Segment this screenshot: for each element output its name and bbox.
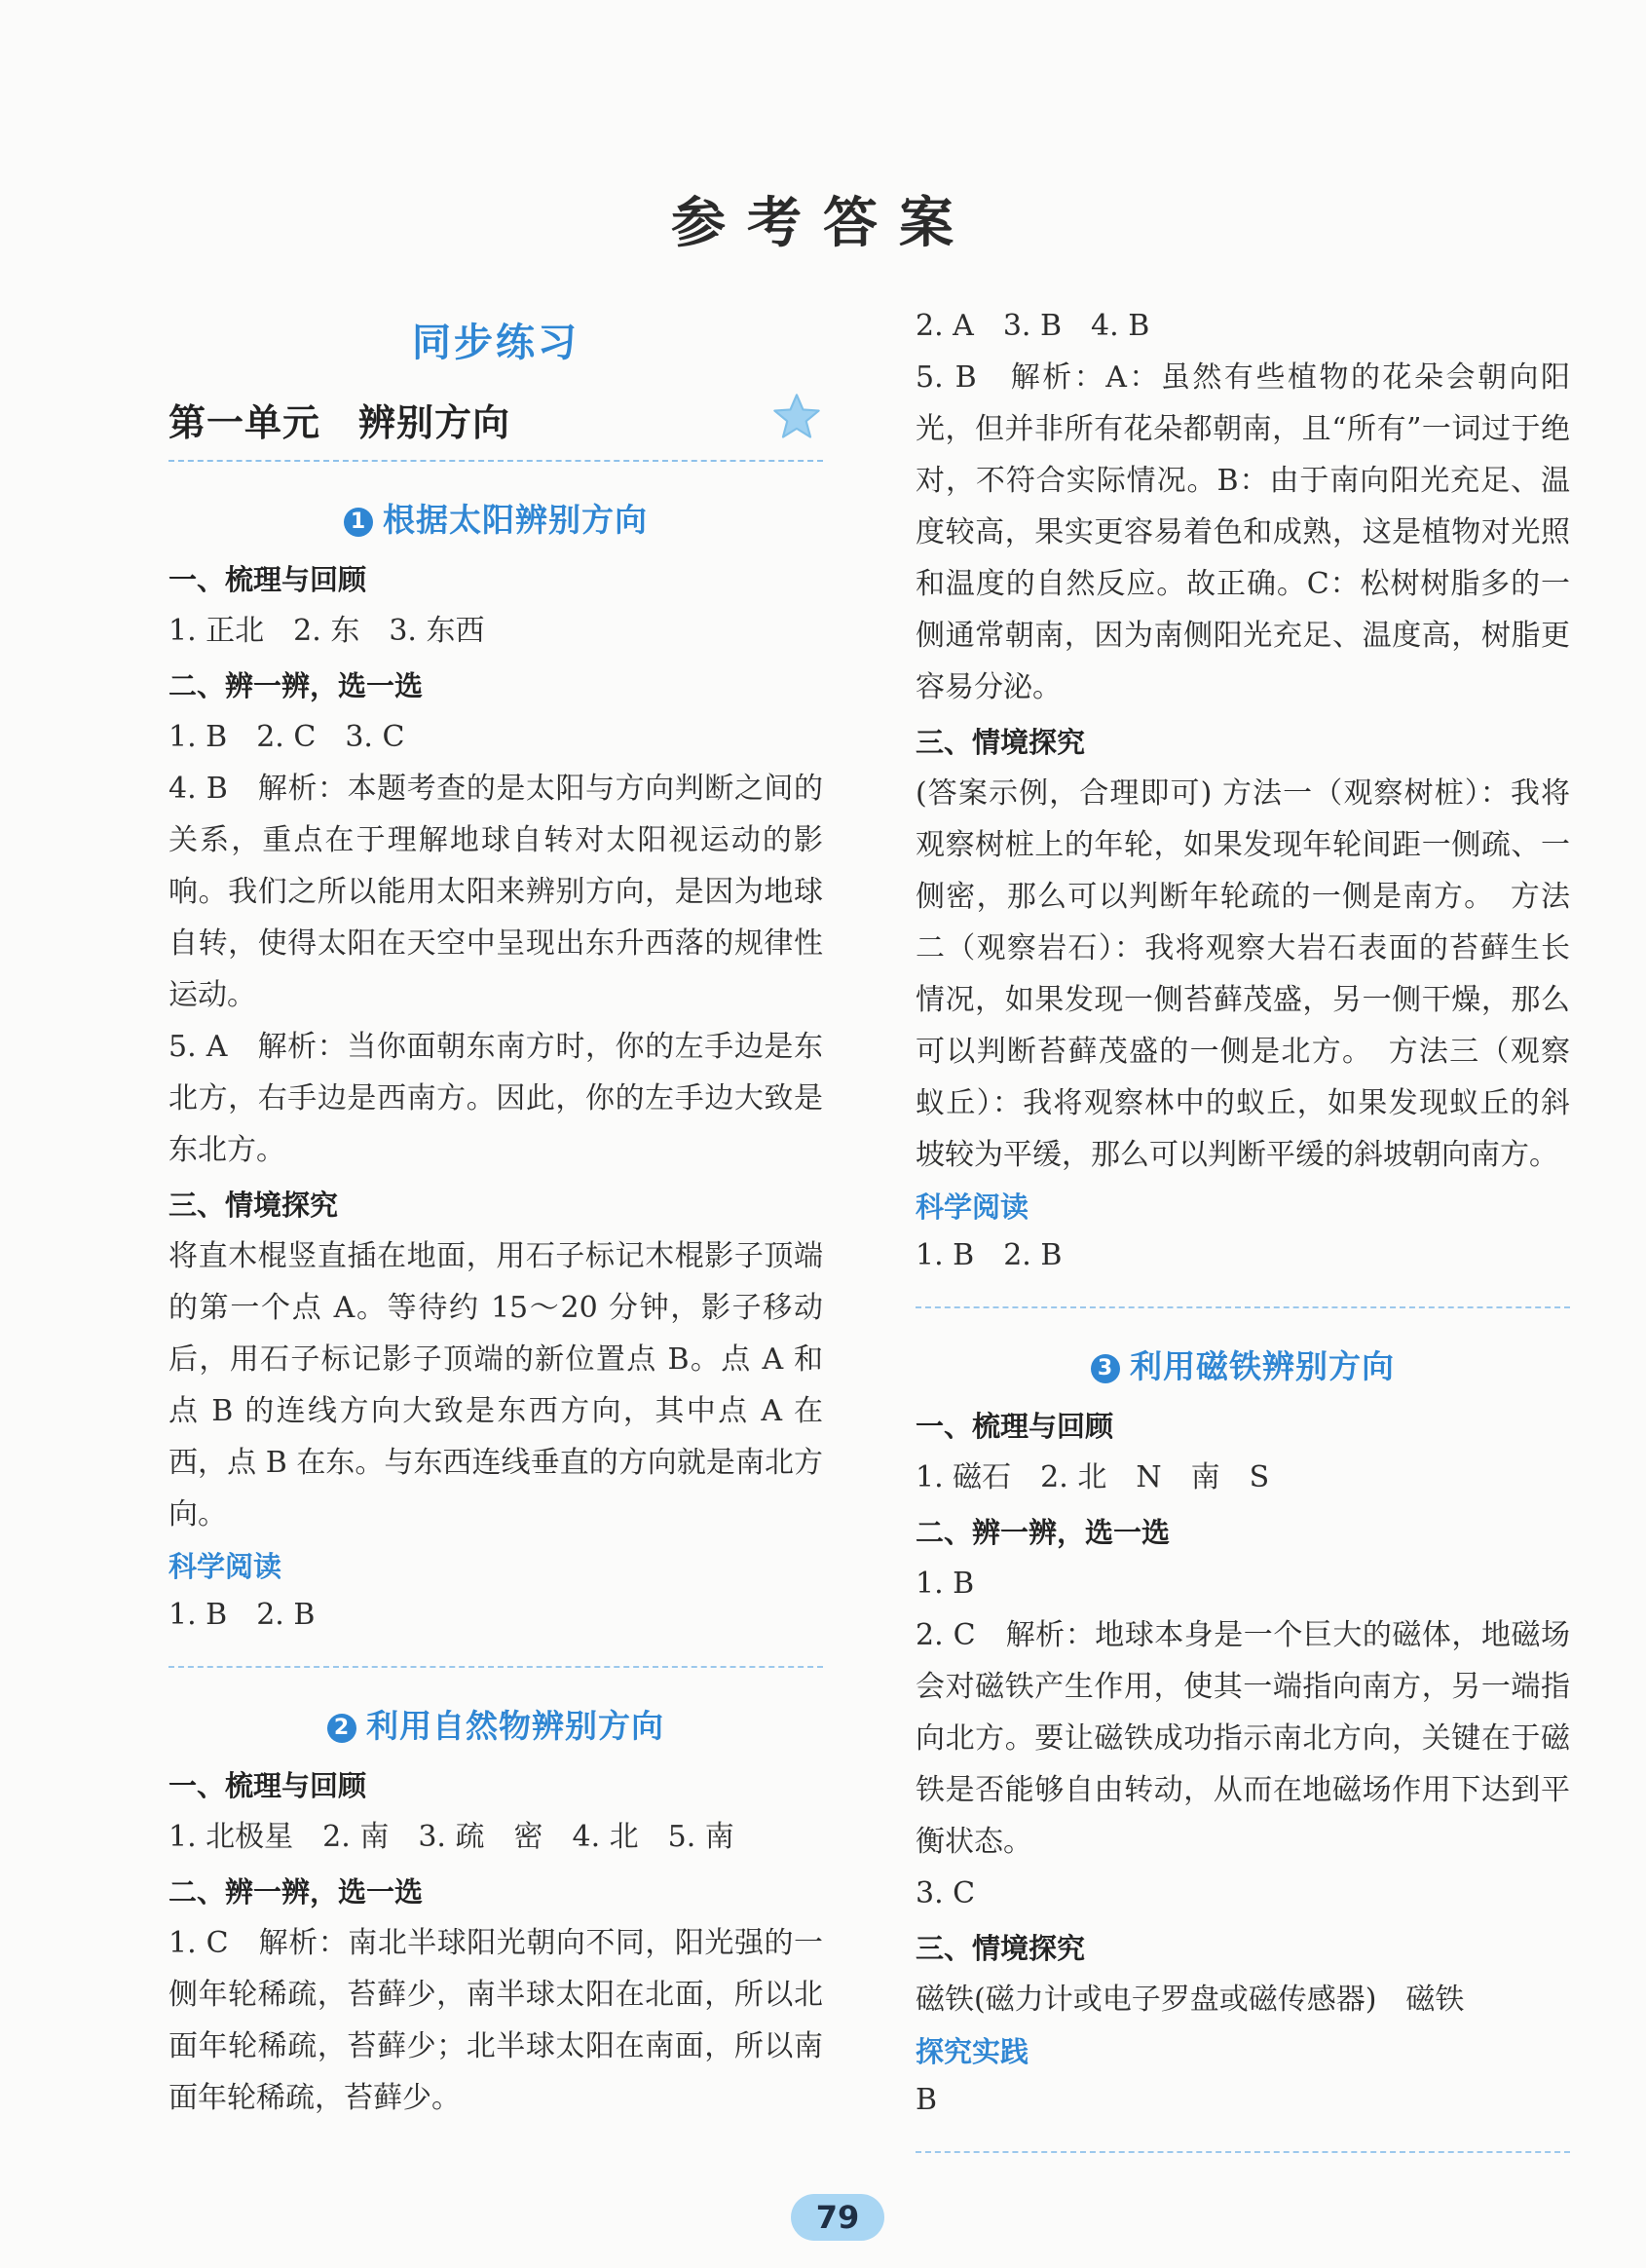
- lesson3-answer-review: 1. 磁石 2. 北 N 南 S: [916, 1460, 1270, 1494]
- lesson1-heading-choose: 二、辨一辨，选一选: [168, 669, 424, 702]
- lesson3-number-badge: 3: [1091, 1354, 1120, 1383]
- lesson2-answer-q2-4: 2. A 3. B 4. B: [916, 309, 1150, 343]
- lesson3-practice-label: 探究实践: [916, 2035, 1029, 2068]
- lesson1-heading-review: 一、梳理与回顾: [168, 563, 367, 596]
- lesson3-heading-choose: 二、辨一辨，选一选: [916, 1516, 1171, 1549]
- lesson2-answer-explore: (答案示例，合理即可) 方法一（观察树桩）：我将观察树桩上的年轮，如果发现年轮间距一侧疏、一侧密，那么可以判断年轮疏的一侧是南方。 方法二（观察岩石）：我将观察大岩石表面的苔藓生长情况，如果发现一侧苔藓茂盛，另一侧干燥，那么可以判断苔藓茂盛的一侧是北方。 方法三（观察蚁丘）：我将观察林中的蚁丘，如果发现蚁丘的斜坡较为平缓，那么可以判断平缓的斜坡朝向南方。: [916, 776, 1570, 1172]
- lesson1-answer-q5: 5. A 解析：当你面朝东南方时，你的左手边是东北方，右手边是西南方。因此，你的左手边大致是东北方。: [168, 1030, 823, 1167]
- lesson1-answer-explore: 将直木棍竖直插在地面，用石子标记木棍影子顶端的第一个点 A。等待约 15～20 分钟，影子移动后，用石子标记影子顶端的新位置点 B。点 A 和点 B 的连线方向大致是东西方向，其中点 A 在西，点 B 在东。与东西连线垂直的方向就是南北方向。: [168, 1239, 823, 1531]
- lesson3-title: [916, 1342, 1570, 1387]
- lesson3-heading-review: 一、梳理与回顾: [916, 1410, 1114, 1443]
- section-title: 同步练习: [412, 321, 580, 365]
- page-title: 参考答案: [671, 192, 975, 255]
- lesson1-number-badge: 1: [344, 508, 373, 537]
- right-column: [916, 300, 1570, 2163]
- lesson2-answer-q1: 1. C 解析：南北半球阳光朝向不同，阳光强的一侧年轮稀疏，苔藓少，南半球太阳在北面，所以北面年轮稀疏，苔藓少；北半球太阳在南面，所以南面年轮稀疏，苔藓少。: [168, 1926, 823, 2115]
- unit-title-text: 第一单元 辨别方向: [168, 401, 511, 444]
- lesson1-answer-review: 1. 正北 2. 东 3. 东西: [168, 614, 485, 648]
- lesson2-answer-review: 1. 北极星 2. 南 3. 疏 密 4. 北 5. 南: [168, 1820, 734, 1854]
- page-number: 79: [791, 2194, 884, 2241]
- lesson3-answer-practice: B: [916, 2083, 938, 2117]
- lesson1-title: [168, 495, 823, 541]
- lesson1-heading-explore: 三、情境探究: [168, 1189, 339, 1222]
- lesson1-answer-q4: 4. B 解析：本题考查的是太阳与方向判断之间的关系，重点在于理解地球自转对太阳视运动的影响。我们之所以能用太阳来辨别方向，是因为地球自转，使得太阳在天空中呈现出东升西落的规律性运动。: [168, 772, 823, 1012]
- lesson2-heading-choose: 二、辨一辨，选一选: [168, 1875, 424, 1909]
- lesson2-answer-science-reading: 1. B 2. B: [916, 1238, 1063, 1272]
- divider: [916, 1306, 1570, 1308]
- lesson3-answer-q1: 1. B: [916, 1567, 975, 1601]
- lesson2-number-badge: 2: [327, 1714, 356, 1743]
- divider: [916, 2151, 1570, 2153]
- lesson2-title: [168, 1701, 823, 1747]
- lesson3-title-text: 利用磁铁辨别方向: [1130, 1347, 1395, 1385]
- lesson1-answer-choose: 1. B 2. C 3. C: [168, 720, 405, 754]
- lesson3-answer-explore: 磁铁(磁力计或电子罗盘或磁传感器) 磁铁: [916, 1983, 1465, 2017]
- lesson2-heading-explore: 三、情境探究: [916, 726, 1086, 759]
- lesson2-title-text: 利用自然物辨别方向: [366, 1707, 664, 1745]
- star-icon: [770, 391, 823, 443]
- lesson2-science-reading-label: 科学阅读: [916, 1191, 1029, 1224]
- left-column: [168, 292, 823, 2124]
- divider: [168, 1666, 823, 1668]
- lesson2-answer-q5: 5. B 解析：A：虽然有些植物的花朵会朝向阳光，但并非所有花朵都朝南，且“所有”一词过于绝对，不符合实际情况。B：由于南向阳光充足、温度较高，果实更容易着色和成熟，这是植物对光照和温度的自然反应。故正确。C：松树树脂多的一侧通常朝南，因为南侧阳光充足、温度高，树脂更容易分泌。: [916, 360, 1570, 704]
- lesson2-heading-review: 一、梳理与回顾: [168, 1769, 367, 1802]
- unit-title: [168, 393, 823, 462]
- lesson1-science-reading-label: 科学阅读: [168, 1550, 282, 1583]
- lesson1-title-text: 根据太阳辨别方向: [383, 501, 648, 539]
- lesson3-answer-q2: 2. C 解析：地球本身是一个巨大的磁体，地磁场会对磁铁产生作用，使其一端指向南方，另一端指向北方。要让磁铁成功指示南北方向，关键在于磁铁是否能够自由转动，从而在地磁场作用下达到平衡状态。: [916, 1618, 1570, 1859]
- lesson1-answer-science-reading: 1. B 2. B: [168, 1598, 316, 1632]
- lesson3-answer-q3: 3. C: [916, 1876, 976, 1910]
- lesson3-heading-explore: 三、情境探究: [916, 1932, 1086, 1965]
